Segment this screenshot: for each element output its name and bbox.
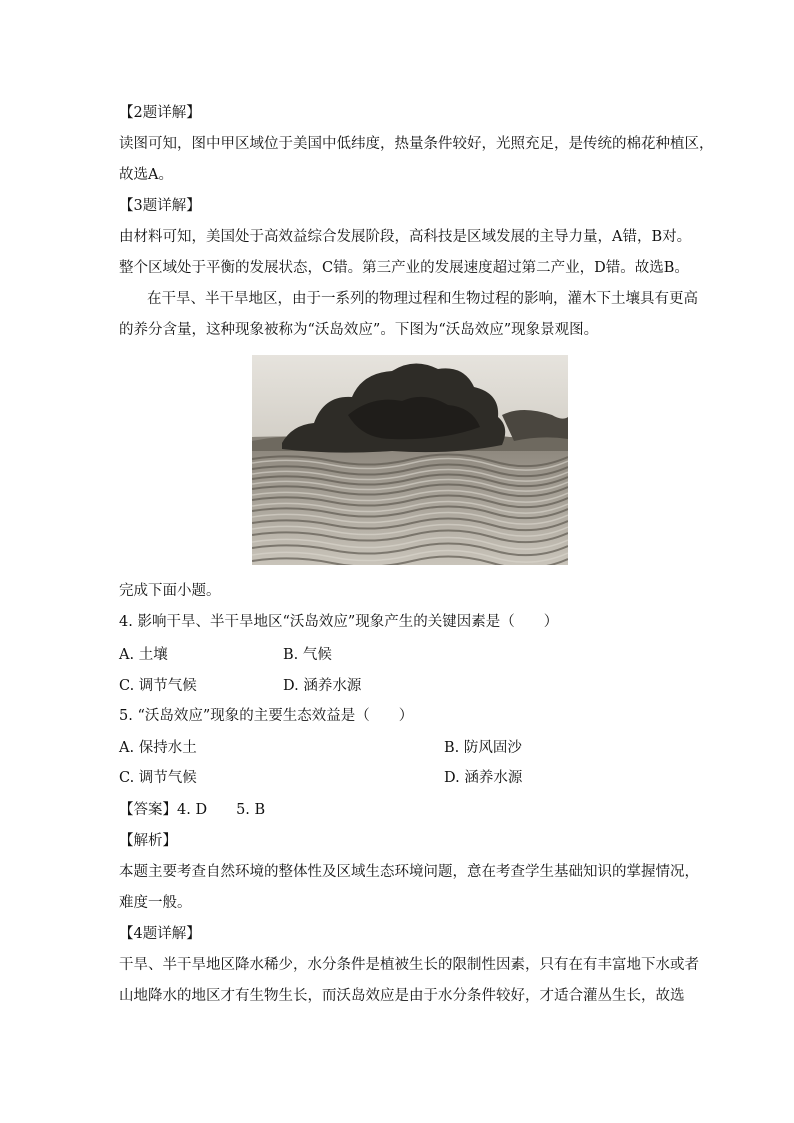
body-text: 完成下面小题。: [119, 583, 221, 599]
body-text: 读图可知，图中甲区域位于美国中低纬度，热量条件较好，光照充足，是传统的棉花种植区，: [119, 136, 714, 152]
body-text: 故选A。: [119, 167, 173, 183]
option-5b: B. 防风固沙: [444, 740, 522, 756]
question-5: 5. “沃岛效应”现象的主要生态效益是（ ）: [119, 708, 414, 724]
body-text: 整个区域处于平衡的发展状态，C错。第三产业的发展速度超过第二产业，D错。故选B。: [119, 260, 689, 276]
analysis-heading: 【解析】: [119, 833, 177, 849]
section-heading-q3: 【3题详解】: [119, 198, 201, 214]
body-text: 由材料可知，美国处于高效益综合发展阶段，高科技是区域发展的主导力量，A错，B对。: [119, 229, 692, 245]
option-5c: C. 调节气候: [119, 770, 197, 786]
option-4a: A. 土壤: [119, 647, 168, 663]
body-text: 干旱、半干旱地区降水稀少，水分条件是植被生长的限制性因素，只有在有丰富地下水或者: [119, 957, 699, 973]
body-text: 在干旱、半干旱地区，由于一系列的物理过程和生物过程的影响，灌木下土壤具有更高: [147, 291, 698, 307]
question-4: 4. 影响干旱、半干旱地区“沃岛效应”现象产生的关键因素是（ ）: [119, 614, 559, 630]
body-text: 山地降水的地区才有生物生长，而沃岛效应是由于水分条件较好，才适合灌丛生长，故选: [119, 988, 685, 1004]
desert-shrub-image: [252, 355, 568, 565]
option-5d: D. 涵养水源: [444, 770, 523, 786]
answer-line: 【答案】4. D 5. B: [119, 802, 266, 818]
option-5a: A. 保持水土: [119, 740, 197, 756]
body-text: 的养分含量，这种现象被称为“沃岛效应”。下图为“沃岛效应”现象景观图。: [119, 322, 599, 338]
section-heading-q4: 【4题详解】: [119, 926, 201, 942]
option-4c: C. 调节气候: [119, 678, 197, 694]
option-4b: B. 气候: [283, 647, 332, 663]
body-text: 本题主要考查自然环境的整体性及区域生态环境问题，意在考查学生基础知识的掌握情况，: [119, 864, 699, 880]
body-text: 难度一般。: [119, 895, 192, 911]
option-4d: D. 涵养水源: [283, 678, 362, 694]
oasis-effect-photo: [252, 355, 568, 565]
section-heading-q2: 【2题详解】: [119, 105, 201, 121]
